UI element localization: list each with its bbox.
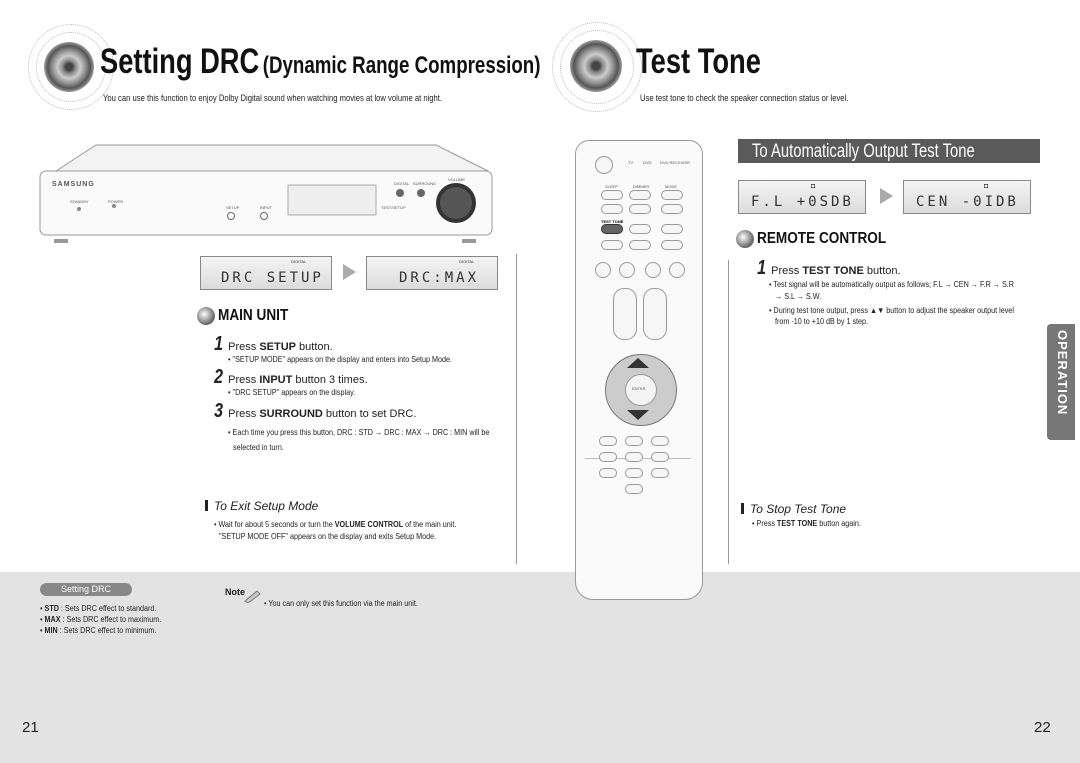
right-divider [728,260,729,564]
page-number-left: 21 [22,719,39,736]
drc-std-item: • STD : Sets DRC effect to standard. [40,604,157,613]
drc-cycle-note: • Each time you press this button, DRC : STD → DRC : MAX → DRC : MIN will be [228,428,490,437]
device-label-digital: DIGITAL [394,181,410,186]
speaker-icon: ◘ [984,183,989,190]
device-label-standby: STANDBY [70,199,89,204]
exit-setup-heading: To Exit Setup Mode [205,499,318,513]
left-title-main: Setting DRC [100,42,260,81]
exit-setup-note: • Wait for about 5 seconds or turn the VOLUME CONTROL of the main unit. [214,520,457,529]
remote-label-dvd: DVD [643,160,652,165]
left-display-drc-setup [200,256,332,290]
right-page-title: Test Tone [636,42,761,81]
step-1-note: • "SETUP MODE" appears on the display and enters into Setup Mode. [228,355,453,364]
drc-max-item: • MAX : Sets DRC effect to maximum. [40,615,162,624]
right-display-fl [738,180,866,214]
stop-test-tone-note: • Press TEST TONE button again. [752,519,861,528]
display-tag: DIGITAL [291,259,307,264]
test-tone-step-1: 1 Press TEST TONE button. [757,257,901,279]
display-text: F.L +0SDB [751,194,854,210]
section-bullet-icon [197,307,215,325]
remote-label-enter: ENTER [632,386,646,391]
device-label-test-setup: TEST/SETUP [381,205,406,210]
note-pencil-icon [243,589,261,603]
setting-drc-label: Setting DRC [40,583,132,596]
test-tone-note-2b: from -10 to +10 dB by 1 step. [775,317,869,326]
test-tone-note-2: • During test tone output, press ▲▼ button to adjust the speaker output level [769,306,1014,315]
speaker-icon: ◘ [811,183,816,190]
device-brand: SAMSUNG [52,181,95,188]
display-arrow [880,188,893,204]
left-page-title [100,42,540,82]
left-divider [516,254,517,564]
remote-control-heading: REMOTE CONTROL [757,230,887,247]
display-text: DRC:MAX [399,270,480,286]
device-label-surround: SURROUND [413,181,437,186]
right-display-cen [903,180,1031,214]
display-tag: DIGITAL [459,259,475,264]
main-unit-heading: MAIN UNIT [218,307,289,324]
exit-setup-note-2: "SETUP MODE OFF" appears on the display and exits Setup Mode. [219,532,437,541]
left-display-drc-max [366,256,498,290]
remote-label-sleep: SLEEP [605,184,618,189]
main-unit-illustration [36,143,496,243]
footer-band [0,572,1080,763]
display-arrow [343,264,356,280]
operation-side-tab [1047,324,1075,440]
device-label-setup: SETUP [226,205,240,210]
step-2-note: • "DRC SETUP" appears on the display. [228,388,356,397]
remote-label-dimmer: DIMMER [633,184,650,189]
note-text: • You can only set this function via the main unit. [264,599,418,608]
stop-test-tone-heading: To Stop Test Tone [741,502,846,516]
test-tone-note-1b: → S.L → S.W. [775,292,822,301]
step-3: 3 Press SURROUND button to set DRC. [214,400,417,422]
remote-control-illustration [575,140,703,600]
side-tab-text: OPERATION [1055,330,1070,416]
step-2: 2 Press INPUT button 3 times. [214,366,368,388]
device-label-input: INPUT [260,205,272,210]
note-label: Note [225,587,245,597]
device-label-power: POWER [108,199,124,204]
remote-label-tv: TV [628,160,634,165]
step-1: 1 Press SETUP button. [214,333,333,355]
page-number-right: 22 [1034,719,1051,736]
remote-label-dvd-receiver: DVD RECEIVER [660,160,691,165]
right-subtitle: Use test tone to check the speaker connection status or level. [640,93,849,103]
left-title-sub: (Dynamic Range Compression) [262,52,541,79]
remote-label-mode: MODE [665,184,677,189]
banner-text: To Automatically Output Test Tone [752,141,975,162]
left-subtitle: You can use this function to enjoy Dolby Digital sound when watching movies at low volume at night. [103,93,443,103]
test-tone-note-1: • Test signal will be automatically output as follows; F.L → CEN → F.R → S.R [769,280,1015,289]
display-text: DRC SETUP [221,270,324,286]
display-text: CEN -0IDB [916,194,1019,210]
remote-label-test-tone: TEST TONE [601,219,624,224]
drc-cycle-note-2: selected in turn. [233,443,284,452]
device-label-volume: VOLUME [448,177,465,182]
auto-test-tone-banner [738,139,1040,163]
drc-min-item: • MIN : Sets DRC effect to minimum. [40,626,157,635]
section-bullet-icon [736,230,754,248]
